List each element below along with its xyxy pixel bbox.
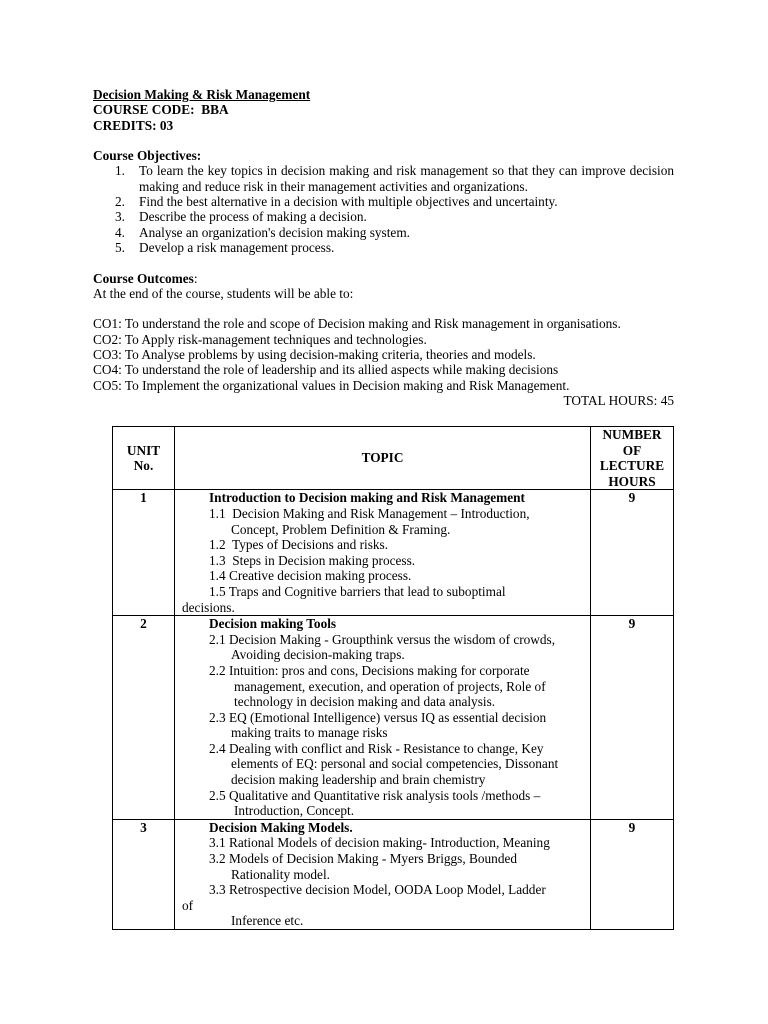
- unit-number: 1: [113, 490, 175, 616]
- objective-item: 2. Find the best alternative in a decision with multiple objectives and uncertainty.: [115, 194, 558, 210]
- document-body: [93, 87, 674, 408]
- course-code: COURSE CODE: BBA: [93, 102, 229, 118]
- outcomes-heading: Course Outcomes:: [93, 270, 198, 286]
- outcome-item: CO2: To Apply risk-management techniques and technologies.: [93, 331, 427, 347]
- topic-header: TOPIC: [175, 427, 591, 490]
- objectives-heading: Course Objectives:: [93, 148, 202, 164]
- table-row: [113, 490, 674, 616]
- lecture-hours: 9: [591, 616, 674, 820]
- objective-item: 5. Develop a risk management process.: [115, 239, 335, 255]
- table-row: [113, 819, 674, 929]
- outcome-item: CO1: To understand the role and scope of Decision making and Risk management in organisations.: [93, 316, 621, 332]
- objective-item: 1. To learn the key topics in decision making and risk management so that they can improve decision making and reduce risk in their management activities and organizations.: [115, 163, 674, 194]
- table-header-row: [113, 427, 674, 490]
- unit-topics: Introduction to Decision making and Risk Management 1.1 Decision Making and Risk Management – Introduction, Concept, Problem Definition & Framing. 1.2 Types of Decisions and risks. 1.3 Steps in Decision making process. 1.4 Creative decision making process. 1.5 Traps and Cognitive barriers that lead to suboptimal decisions.: [175, 490, 591, 616]
- syllabus-table: [112, 426, 674, 930]
- outcome-item: CO4: To understand the role of leadership and its allied aspects while making decisions: [93, 362, 559, 378]
- unit-number: 3: [113, 819, 175, 929]
- unit-topics: Decision Making Models. 3.1 Rational Models of decision making- Introduction, Meaning 3.2 Models of Decision Making - Myers Briggs, Bounded Rationality model. 3.3 Retrospective decision Model, OODA Loop Model, Ladder of Inference etc.: [175, 819, 591, 929]
- outcome-item: CO5: To Implement the organizational values in Decision making and Risk Management.: [93, 377, 570, 393]
- course-title: Decision Making & Risk Management: [93, 87, 311, 102]
- objectives-list: [93, 163, 674, 255]
- unit-title: Decision Making Models.: [209, 819, 353, 835]
- hours-header: NUMBER OF LECTURE HOURS: [591, 427, 674, 490]
- total-hours: TOTAL HOURS: 45: [563, 392, 674, 408]
- lecture-hours: 9: [591, 819, 674, 929]
- objective-item: 3. Describe the process of making a decision.: [115, 209, 367, 225]
- outcomes-intro: At the end of the course, students will be able to:: [93, 285, 354, 301]
- objective-item: 4. Analyse an organization's decision making system.: [115, 224, 410, 240]
- unit-title: Introduction to Decision making and Risk Management: [209, 490, 525, 506]
- lecture-hours: 9: [591, 490, 674, 616]
- unit-topics: Decision making Tools 2.1 Decision Making - Groupthink versus the wisdom of crowds, Avoiding decision-making traps. 2.2 Intuition: pros and cons, Decisions making for corporate management, execution, and operation of projects, Role of technology in decision making and data analysis. 2.3 EQ (Emotional Intelligence) versus IQ as essential decision making traits to manage risks 2.4 Dealing with conflict and Risk - Resistance to change, Key elements of EQ: personal and social competencies, Dissonant decision making leadership and brain chemistry 2.5 Qualitative and Quantitative risk analysis tools /methods – Introduction, Concept.: [175, 616, 591, 820]
- credits: CREDITS: 03: [93, 117, 174, 133]
- unit-title: Decision making Tools: [209, 616, 337, 632]
- table-row: [113, 616, 674, 820]
- unit-number: 2: [113, 616, 175, 820]
- unit-header: UNIT No.: [113, 427, 175, 490]
- outcome-item: CO3: To Analyse problems by using decision-making criteria, theories and models.: [93, 347, 536, 363]
